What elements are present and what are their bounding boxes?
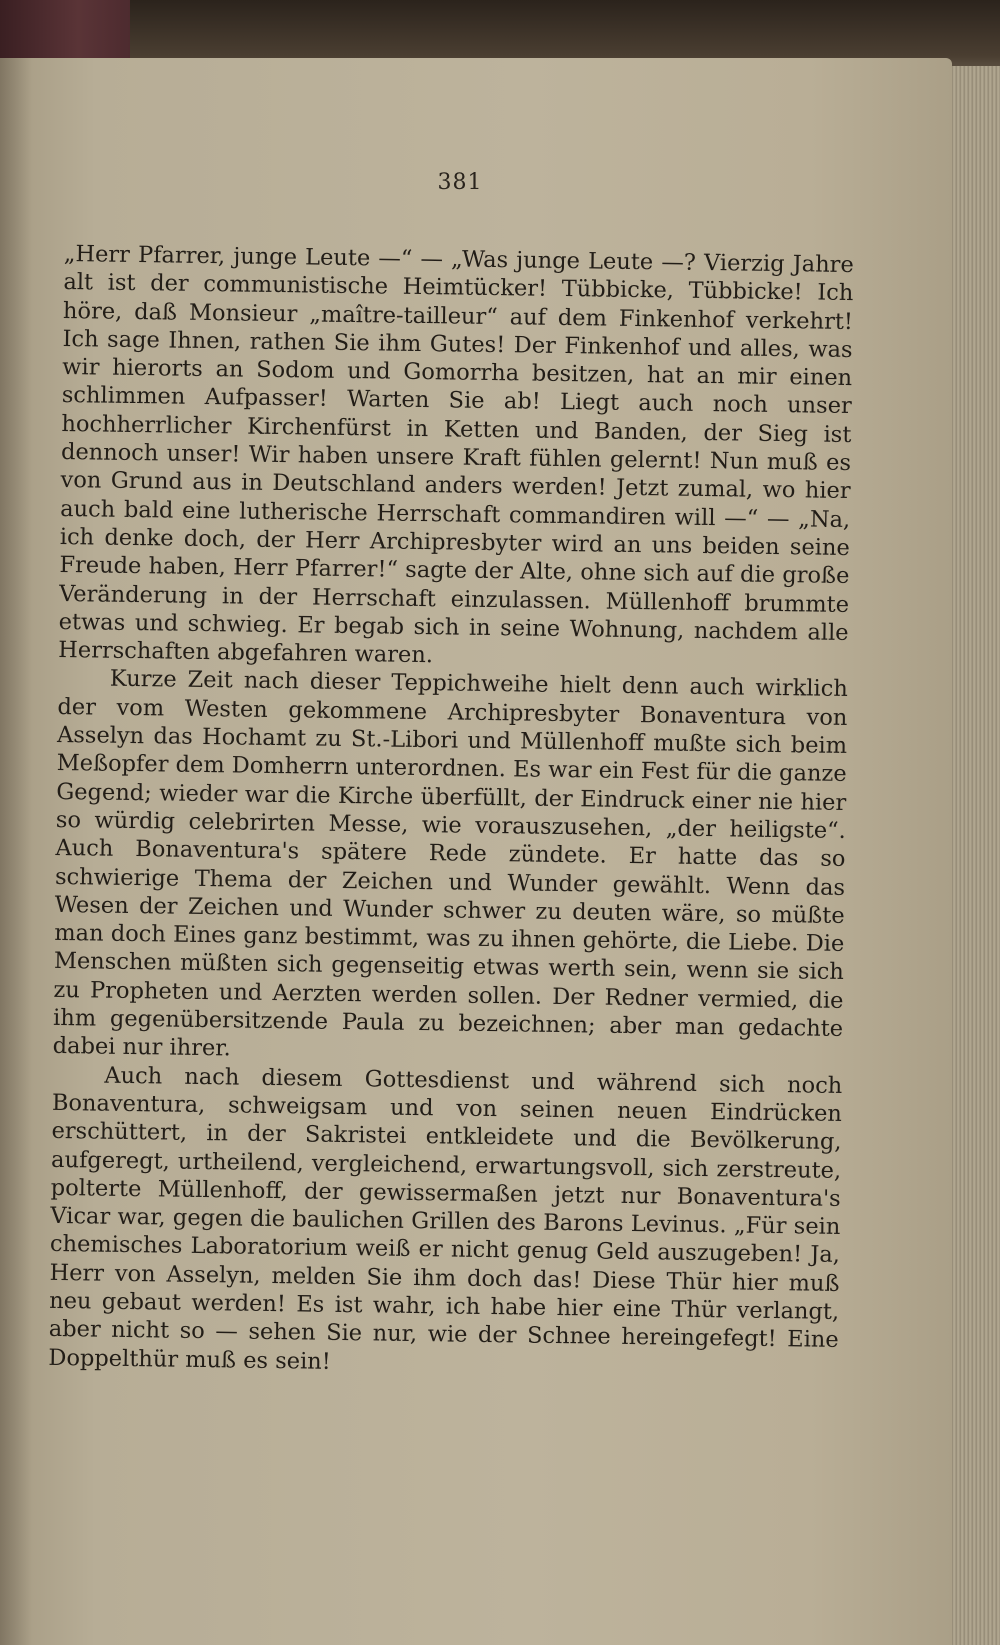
gutter-shadow <box>0 58 32 1645</box>
body-text <box>48 240 854 1383</box>
paragraph: Kurze Zeit nach dieser Teppichweihe hielt denn auch wirklich der vom Westen gekommene Archipresbyter Bonaventura von Asselyn das Hochamt zu St.-Libori und Müllenhoff mußte sich beim Meßopfer dem Domherrn unterordnen. Es war ein Fest für die ganze Gegend; wieder war die Kirche überfüllt, der Eindruck einer nie hier so würdig celebrirten Messe, wie vorauszusehen, „der heiligste“. Auch Bonaventura's spätere Rede zündete. Er hatte das so schwierige Thema der Zeichen und Wunder gewählt. Wenn das Wesen der Zeichen und Wunder schwer zu deuten wäre, so müßte man doch Eines ganz bestimmt, was zu ihnen gehörte, die Liebe. Die Menschen müßten sich gegenseitig etwas werth sein, wenn sie sich zu Propheten und Aerzten werden sollen. Der Redner vermied, die ihm gegenübersitzende Paula zu bezeichnen; aber man gedachte dabei nur ihrer. <box>52 666 848 1062</box>
paragraph: Auch nach diesem Gottesdienst und während sich noch Bonaventura, schweigsam und von seinen neuen Eindrücken erschüttert, in der Sakristei entkleidete und die Bevölkerung, aufgeregt, urtheilend, vergleichend, erwartungsvoll, sich zerstreute, polterte Müllenhoff, der gewissermaßen jetzt nur Bonaventura's Vicar war, gegen die baulichen Grillen des Barons Levinus. „Für sein chemisches Laboratorium weiß er nicht genug Geld auszugeben! Ja, Herr von Asselyn, melden Sie ihm doch das! Diese Thür hier muß neu gebaut werden! Es ist wahr, ich habe hier eine Thür verlangt, aber nicht so — sehen Sie nur, wie der Schnee hereingefegt! Eine Doppelthür muß es sein! <box>48 1062 843 1375</box>
paragraph: „Herr Pfarrer, junge Leute —“ — „Was junge Leute —? Vierzig Jahre alt ist der communistische Heimtücker! Tübbicke, Tübbicke! Ich höre, daß Monsieur „maître-tailleur“ auf dem Finkenhof verkehrt! Ich sage Ihnen, rathen Sie ihm Gutes! Der Finkenhof und alles, was wir hierorts an Sodom und Gomorrha besitzen, hat an mir einen schlimmen Aufpasser! Warten Sie ab! Liegt auch noch unser hochherrlicher Kirchenfürst in Ketten und Banden, der Sieg ist dennoch unser! Wir haben unsere Kraft fühlen gelernt! Nun muß es von Grund aus in Deutschland anders werden! Jetzt zumal, wo hier auch bald eine lutherische Herrschaft commandiren will —“ — „Na, ich denke doch, der Herr Archipresbyter wird an uns beiden seine Freude haben, Herr Pfarrer!“ sagte der Alte, ohne sich auf die große Veränderung in der Herrschaft einzulassen. Müllenhoff brummte etwas und schwieg. Er begab sich in seine Wohnung, nachdem alle Herrschaften abgefahren waren. <box>58 240 854 669</box>
page-fore-edge <box>952 66 1000 1645</box>
page-number: 381 <box>437 170 483 195</box>
